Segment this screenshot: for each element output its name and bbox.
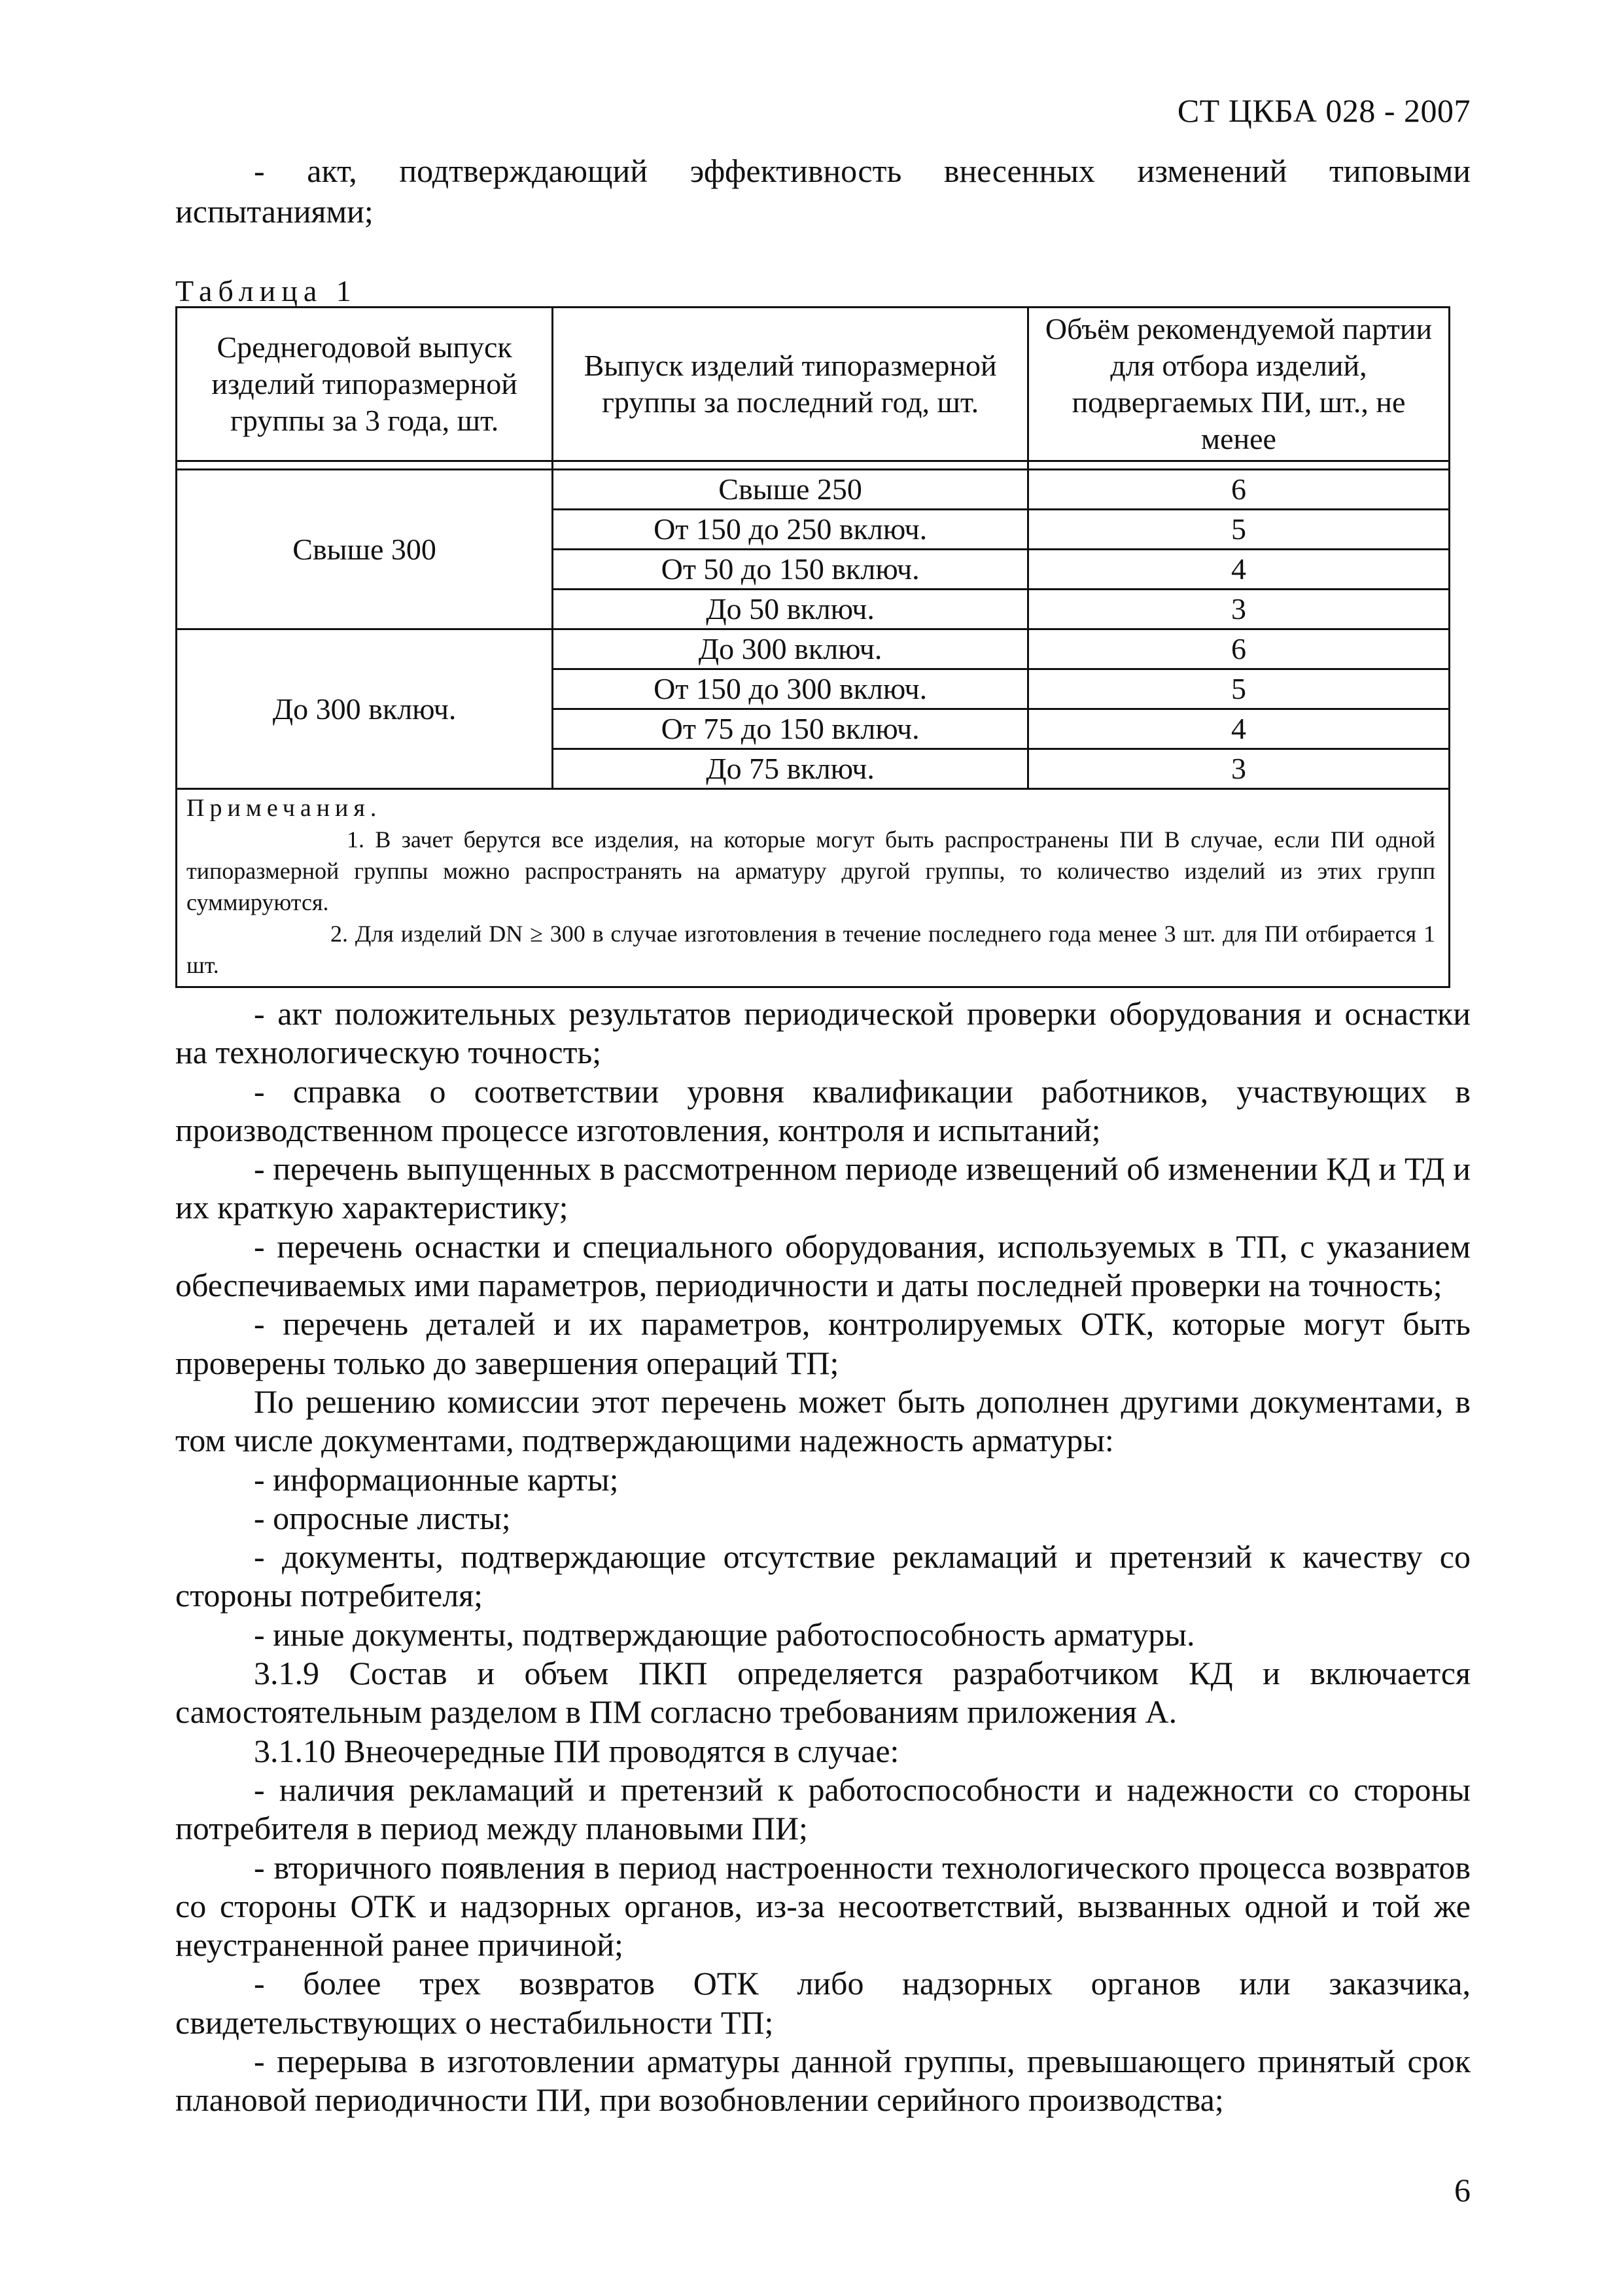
release-cell: До 50 включ. — [553, 590, 1028, 629]
header-cell-annual-release: Среднегодовой выпуск изделий типоразмерной группы за 3 года, шт. — [177, 308, 553, 461]
header-separator — [177, 461, 1450, 470]
intro-block — [175, 150, 1471, 232]
paragraph: - перерыва в изготовлении арматуры данной группы, превышающего принятый срок плановой периодичности ПИ, при возобновлении серийного производства; — [175, 2043, 1471, 2119]
paragraph: - наличия рекламаций и претензий к работоспособности и надежности со стороны потребителя в период между плановыми ПИ; — [175, 1771, 1471, 1847]
paragraph: - акт положительных результатов периодической проверки оборудования и оснастки на технологическую точность; — [175, 995, 1471, 1071]
paragraph: 3.1.9 Состав и объем ПКП определяется разработчиком КД и включается самостоятельным разделом в ПМ согласно требованиям приложения А. — [175, 1655, 1471, 1731]
table-row — [177, 629, 1450, 669]
paragraph: - перечень оснастки и специального оборудования, используемых в ТП, с указанием обеспечиваемых ими параметров, периодичности и даты последней проверки на точность; — [175, 1227, 1471, 1304]
release-cell: От 150 до 300 включ. — [553, 669, 1028, 709]
notes-title: Примечания. — [186, 794, 382, 822]
batch-cell: 5 — [1028, 669, 1449, 709]
paragraph: - более трех возвратов ОТК либо надзорных органов или заказчика, свидетельствующих о нестабильности ТП; — [175, 1965, 1471, 2041]
batch-cell: 3 — [1028, 590, 1449, 629]
batch-cell: 5 — [1028, 510, 1449, 550]
note-item: 1. В зачет берутся все изделия, на которые могут быть распространены ПИ В случае, если ПИ одной типоразмерной группы можно распространять на арматуру другой группы, то количество изделий из этих групп суммируются. — [186, 826, 1435, 915]
paragraph: - документы, подтверждающие отсутствие рекламаций и претензий к качеству со стороны потребителя; — [175, 1538, 1471, 1614]
batch-cell: 4 — [1028, 709, 1449, 749]
batch-cell: 3 — [1028, 749, 1449, 789]
table-notes — [177, 789, 1450, 987]
release-cell: От 150 до 250 включ. — [553, 510, 1028, 550]
release-cell: Свыше 250 — [553, 470, 1028, 510]
header-cell-last-year-release: Выпуск изделий типоразмерной группы за последний год, шт. — [553, 308, 1028, 461]
page-number: 6 — [1454, 2172, 1471, 2208]
release-cell: От 75 до 150 включ. — [553, 709, 1028, 749]
document-code: СТ ЦКБА 028 - 2007 — [1177, 92, 1471, 129]
paragraph: - информационные карты; — [254, 1460, 619, 1498]
paragraph: По решению комиссии этот перечень может быть дополнен другими документами, в том числе документами, подтверждающими надежность арматуры: — [175, 1383, 1471, 1459]
release-cell: От 50 до 150 включ. — [553, 550, 1028, 590]
release-cell: До 300 включ. — [553, 629, 1028, 669]
sample-size-table — [175, 306, 1450, 988]
intro-line: - акт, подтверждающий эффективность внесенных изменений типовыми испытаниями; — [175, 152, 1471, 230]
body-text — [175, 995, 1471, 2120]
paragraph: 3.1.10 Внеочередные ПИ проводятся в случае: — [254, 1732, 899, 1769]
note-item: 2. Для изделий DN ≥ 300 в случае изготовления в течение последнего года менее 3 шт. для ПИ отбирается 1 шт. — [186, 921, 1435, 978]
batch-cell: 6 — [1028, 470, 1449, 510]
table-caption: Таблица 1 — [175, 274, 357, 308]
notes-row — [177, 789, 1450, 987]
paragraph: - иные документы, подтверждающие работоспособность арматуры. — [254, 1616, 1195, 1653]
table-header-row — [177, 308, 1450, 461]
group-label: До 300 включ. — [177, 629, 553, 789]
paragraph: - перечень деталей и их параметров, контролируемых ОТК, которые могут быть проверены только до завершения операций ТП; — [175, 1305, 1471, 1381]
paragraph: - вторичного появления в период настроенности технологического процесса возвратов со стороны ОТК и надзорных органов, из-за несоответствий, вызванных одной и той же неустраненной ранее причиной; — [175, 1848, 1471, 1964]
batch-cell: 6 — [1028, 629, 1449, 669]
header-cell-batch-size: Объём рекомендуемой партии для отбора изделий, подвергаемых ПИ, шт., не менее — [1028, 308, 1449, 461]
table-row — [177, 470, 1450, 510]
paragraph: - перечень выпущенных в рассмотренном периоде извещений об изменении КД и ТД и их краткую характеристику; — [175, 1150, 1471, 1226]
paragraph: - опросные листы; — [254, 1499, 511, 1536]
paragraph: - справка о соответствии уровня квалификации работников, участвующих в производственном процессе изготовления, контроля и испытаний; — [175, 1072, 1471, 1148]
batch-cell: 4 — [1028, 550, 1449, 590]
group-label: Свыше 300 — [177, 470, 553, 629]
release-cell: До 75 включ. — [553, 749, 1028, 789]
